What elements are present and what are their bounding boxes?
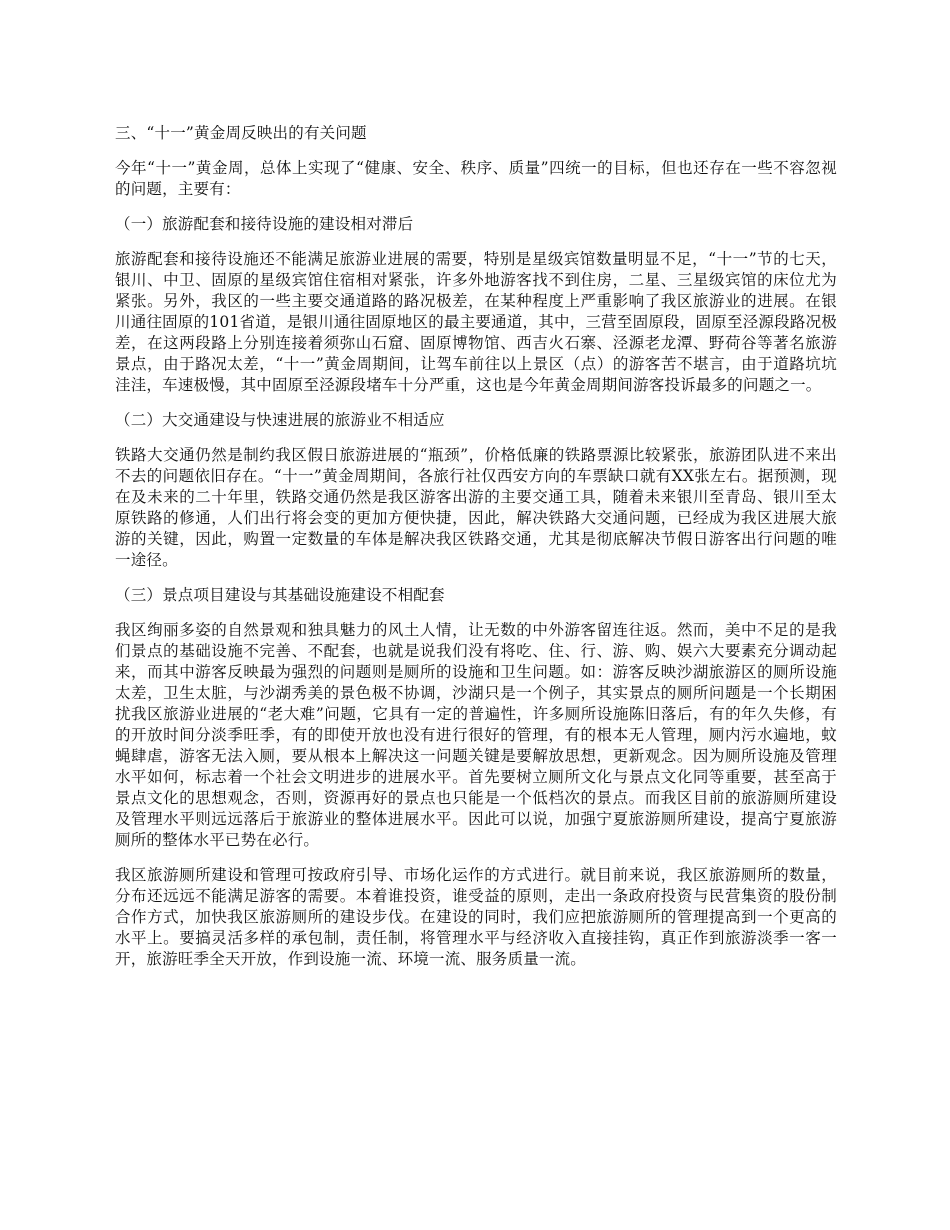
subsection-3-title: （三）景点项目建设与其基础设施建设不相配套 [115,586,445,604]
subsection-3-body-1: 我区绚丽多姿的自然景观和独具魅力的风土人情，让无数的中外游客留连往返。然而，美中不足的是我们景点的基础设施不完善、不配套，也就是说我们没有将吃、住、行、游、购、娱六大要素充分调动起来，而其中游客反映最为强烈的问题则是厕所的设施和卫生问题。如：游客反映沙湖旅游区的厕所设施太差，卫生太脏，与沙湖秀美的景色极不协调，沙湖只是一个例子，其实景点的厕所问题是一个长期困扰我区旅游业进展的“老大难”问题，它具有一定的普遍性，许多厕所设施陈旧落后，有的年久失修，有的开放时间分淡季旺季，有的即使开放也没有进行很好的管理，有的根本无人管理，厕内污水遍地，蚊蝇肆虐，游客无法入厕，要从根本上解决这一问题关键是要解放思想，更新观念。因为厕所设施及管理水平如何，标志着一个社会文明进步的进展水平。首先要树立厕所文化与景点文化同等重要，甚至高于景点文化的思想观念，否则，资源再好的景点也只能是一个低档次的景点。而我区目前的旅游厕所建设及管理水平则远远落后于旅游业的整体进展水平。因此可以说，加强宁夏旅游厕所建设，提高宁夏旅游厕所的整体水平已势在必行。 [115,621,837,849]
subsection-3-body-2: 我区旅游厕所建设和管理可按政府引导、市场化运作的方式进行。就目前来说，我区旅游厕所的数量，分布还远远不能满足游客的需要。本着谁投资，谁受益的原则，走出一条政府投资与民营集资的股份制合作方式，加快我区旅游厕所的建设步伐。在建设的同时，我们应把旅游厕所的管理提高到一个更高的水平上。要搞灵活多样的承包制，责任制，将管理水平与经济收入直接挂钩，真正作到旅游淡季一客一开，旅游旺季全天开放，作到设施一流、环境一流、服务质量一流。 [115,866,837,968]
intro-paragraph: 今年“十一”黄金周，总体上实现了“健康、安全、秩序、质量”四统一的目标，但也还存在一些不容忽视的问题，主要有： [115,159,837,198]
document-page [115,123,837,984]
subsection-1-body: 旅游配套和接待设施还不能满足旅游业进展的需要，特别是星级宾馆数量明显不足，“十一”节的七天，银川、中卫、固原的星级宾馆住宿相对紧张，许多外地游客找不到住房，二星、三星级宾馆的床位尤为紧张。另外，我区的一些主要交通道路的路况极差，在某种程度上严重影响了我区旅游业的进展。在银川通往固原的101省道，是银川通往固原地区的最主要通道，其中，三营至固原段，固原至泾源段路况极差，在这两段路上分别连接着须弥山石窟、固原博物馆、西吉火石寨、泾源老龙潭、野荷谷等著名旅游景点，由于路况太差，“十一”黄金周期间，让驾车前往以上景区（点）的游客苦不堪言，由于道路坑坑洼洼，车速极慢，其中固原至泾源段堵车十分严重，这也是今年黄金周期间游客投诉最多的问题之一。 [115,250,837,394]
subsection-2-title: （二）大交通建设与快速进展的旅游业不相适应 [115,411,445,429]
subsection-1-title: （一）旅游配套和接待设施的建设相对滞后 [115,215,414,233]
section-title: 三、“十一”黄金周反映出的有关问题 [115,124,367,142]
subsection-2-body: 铁路大交通仍然是制约我区假日旅游进展的“瓶颈”，价格低廉的铁路票源比较紧张，旅游团队进不来出不去的问题依旧存在。“十一”黄金周期间，各旅行社仅西安方向的车票缺口就有XX张左右。据预测，现在及未来的二十年里，铁路交通仍然是我区游客出游的主要交通工具，随着未来银川至青岛、银川至太原铁路的修通，人们出行将会变的更加方便快捷，因此，解决铁路大交通问题，已经成为我区进展大旅游的关键，因此，购置一定数量的车体是解决我区铁路交通，尤其是彻底解决节假日游客出行问题的唯一途径。 [115,446,837,569]
